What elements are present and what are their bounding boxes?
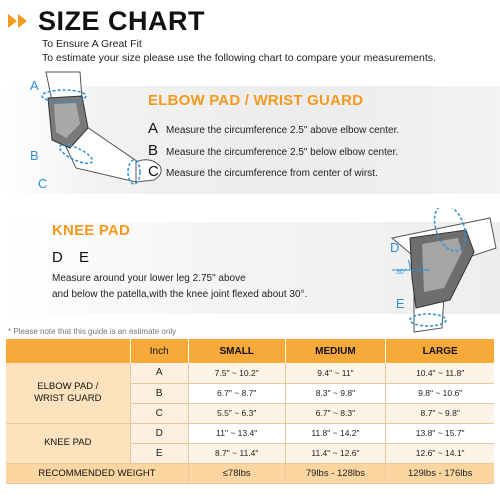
knee-illustration: [370, 208, 500, 342]
elbow-illustration: [18, 70, 168, 210]
measure-text: Measure the circumference 2.5" below elbow center.: [166, 147, 399, 158]
cell-small: 7.5" ~ 10.2": [188, 363, 285, 383]
size-table: [6, 339, 494, 484]
row-letter: B: [130, 383, 188, 403]
intro-line-1: To Ensure A Great Fit: [42, 38, 142, 50]
cell-medium: 6.7" ~ 8.3": [285, 403, 386, 423]
group-label-knee: KNEE PAD: [6, 423, 130, 463]
table-header-cell: MEDIUM: [285, 339, 386, 363]
measure-row-b: [148, 142, 398, 159]
weight-small: ≤78lbs: [188, 463, 285, 483]
cell-large: 8.7" ~ 9.8": [386, 403, 494, 423]
table-header-cell: LARGE: [386, 339, 494, 363]
knee-text-line-1: Measure around your lower leg 2.75" above: [52, 273, 246, 284]
cell-small: 8.7" ~ 11.4": [188, 443, 285, 463]
cell-large: 9.8" ~ 10.6": [386, 383, 494, 403]
recommended-weight-row: [6, 463, 494, 483]
group-label-line: WRIST GUARD: [34, 392, 102, 404]
double-arrow-icon: [8, 14, 30, 28]
table-header-row: [6, 339, 494, 363]
row-letter: A: [130, 363, 188, 383]
group-label-elbow: [6, 363, 130, 423]
intro: [42, 38, 436, 65]
cell-small: 5.5" ~ 6.3": [188, 403, 285, 423]
table-row: [6, 423, 494, 443]
cell-medium: 8.3" ~ 9.8": [285, 383, 386, 403]
knee-text-line-2: and below the patella,with the knee joint flexed about 30°.: [52, 289, 308, 300]
measure-text: Measure the circumference from center of wirst.: [166, 168, 378, 179]
knee-section-title: KNEE PAD: [52, 222, 130, 239]
estimate-note: * Please note that this guide is an estimate only: [8, 327, 177, 336]
table-header-cell: Inch: [130, 339, 188, 363]
knee-letters: D E: [52, 249, 96, 266]
angle-label: 30°: [396, 269, 407, 276]
group-label-line: ELBOW PAD /: [37, 380, 99, 392]
cell-small: 6.7" ~ 8.7": [188, 383, 285, 403]
row-letter: C: [130, 403, 188, 423]
cell-medium: 11.8" ~ 14.2": [285, 423, 386, 443]
weight-medium: 79lbs - 128lbs: [285, 463, 386, 483]
cell-large: 13.8" ~ 15.7": [386, 423, 494, 443]
cell-large: 10.4" ~ 11.8": [386, 363, 494, 383]
marker-b: B: [30, 148, 39, 163]
table-header-cell: [6, 339, 130, 363]
knee-description: [52, 271, 352, 303]
measure-row-c: [148, 163, 378, 180]
marker-e: E: [396, 296, 405, 311]
measure-letter: C: [148, 163, 159, 180]
weight-large: 129lbs - 176lbs: [386, 463, 494, 483]
cell-large: 12.6" ~ 14.1": [386, 443, 494, 463]
elbow-section-title: ELBOW PAD / WRIST GUARD: [148, 92, 364, 109]
row-letter: E: [130, 443, 188, 463]
cell-medium: 9.4" ~ 11": [285, 363, 386, 383]
marker-a: A: [30, 78, 39, 93]
row-letter: D: [130, 423, 188, 443]
measure-letter: A: [148, 120, 159, 137]
measure-row-a: [148, 120, 399, 137]
table-row: [6, 363, 494, 383]
intro-line-2: To estimate your size please use the following chart to compare your measurements.: [42, 51, 436, 64]
cell-small: 11" ~ 13.4": [188, 423, 285, 443]
page-title: SIZE CHART: [38, 5, 205, 36]
marker-c: C: [38, 176, 48, 191]
marker-d: D: [390, 240, 400, 255]
measure-letter: B: [148, 142, 159, 159]
weight-label: RECOMMENDED WEIGHT: [6, 463, 188, 483]
header: [8, 6, 205, 36]
cell-medium: 11.4" ~ 12.6": [285, 443, 386, 463]
table-header-cell: SMALL: [188, 339, 285, 363]
measure-text: Measure the circumference 2.5" above elbow center.: [166, 125, 400, 136]
